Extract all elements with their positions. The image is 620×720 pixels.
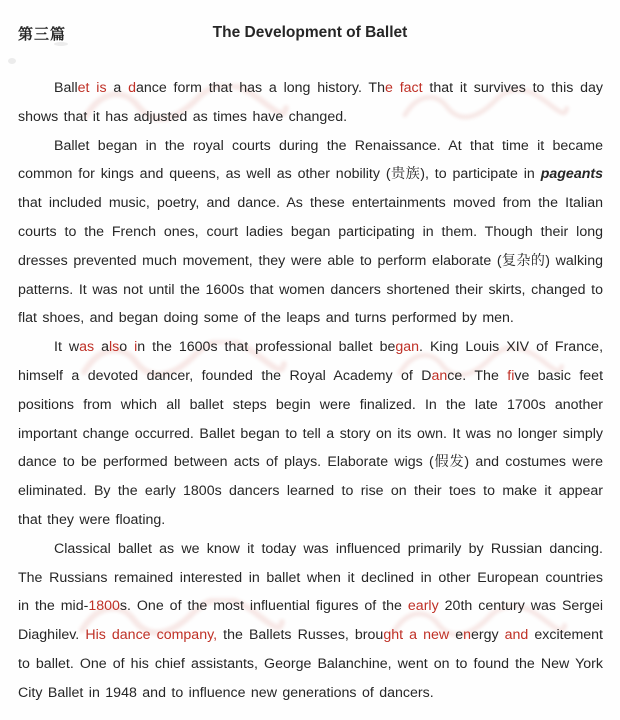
text-segment: ance form that has a long history. Th <box>135 80 385 96</box>
text-segment-red: ght a new <box>383 627 450 644</box>
text-segment-red: an <box>431 367 448 384</box>
text-segment-red: n <box>463 627 471 644</box>
text-segment-bold-italic: pageants <box>540 166 603 183</box>
text-segment: the Ballets Russes, brou <box>217 627 384 644</box>
text-segment: Classical ballet as we know it today was influenced primarily by Russian dancing. The Russians remained interested in ballet when it declined in other European countries in the mid- <box>18 540 603 615</box>
text-segment-red: His dance company, <box>85 627 218 644</box>
text-segment-red: gan <box>395 339 420 356</box>
passage-body <box>18 74 603 708</box>
text-segment: that it survives to this day shows that it has adjusted as times have changed. <box>18 80 603 125</box>
text-segment-red: fi <box>507 367 515 384</box>
paragraph <box>18 74 603 132</box>
paragraph <box>18 333 603 535</box>
text-segment: It w <box>54 339 80 356</box>
text-segment: excitement to ballet. One of his chief assistants, George Balanchine, went on to found the New York City Ballet in 1948 and to influence new generations of dancers. <box>18 627 604 701</box>
text-segment: n the 1600s that professional ballet be <box>137 339 396 356</box>
text-segment: 20th century was Sergei Diaghilev. <box>18 598 603 644</box>
text-segment: . King Louis XIV of France, himself a devoted dancer, founded the Royal Academy of D <box>18 339 604 384</box>
paragraph <box>18 132 603 334</box>
text-segment: ce. The <box>447 367 508 384</box>
text-segment: ergy <box>470 627 505 644</box>
text-segment-red: 1800 <box>88 598 120 615</box>
text-segment-red: ls <box>109 339 120 356</box>
text-segment: a <box>106 80 129 96</box>
text-segment: Ballet began in the royal courts during the Renaissance. At that time it became common for kings and queens, as well as other nobility (贵族), to participate in <box>18 137 603 183</box>
section-label: 第三篇 <box>18 26 67 43</box>
text-segment: that included music, poetry, and dance. As these entertainments moved from the Italian courts to the French ones, court ladies began participating in them. Though their long dresses prevented much movement, they were able to perform elaborate (复杂的) walking patterns. It was not until the 1600s that women dancers shortened their skirts, changed to flat shoes, and began doing some of the leaps and turns performed by men. <box>18 195 603 327</box>
text-segment-red: i <box>134 339 138 356</box>
text-segment-red: d <box>128 80 136 96</box>
text-segment: ve basic feet positions from which all ballet steps begin were finalized. In the late 1700s another important change occurred. Ballet began to tell a story on its own. It was no longer simply dance to be performed between acts of plays. Elaborate wigs (假发) and costumes were eliminated. By the early 1800s dancers learned to rise on their toes to make it appear that they were floating. <box>18 367 604 528</box>
text-segment-red: as <box>79 339 95 356</box>
text-segment: s. One of the most influential figures of the <box>119 598 408 615</box>
text-segment-red: e fact <box>385 80 423 96</box>
text-segment-red: and <box>504 627 529 644</box>
text-segment-red: early <box>407 598 439 615</box>
text-segment: e <box>449 627 464 644</box>
text-segment: a <box>94 339 109 356</box>
paragraph <box>18 535 603 708</box>
text-segment-red: et is <box>77 80 107 96</box>
passage-header <box>0 0 620 60</box>
text-segment: Ball <box>54 80 78 96</box>
text-segment: o <box>119 339 135 356</box>
page-title: The Development of Ballet <box>212 24 408 41</box>
